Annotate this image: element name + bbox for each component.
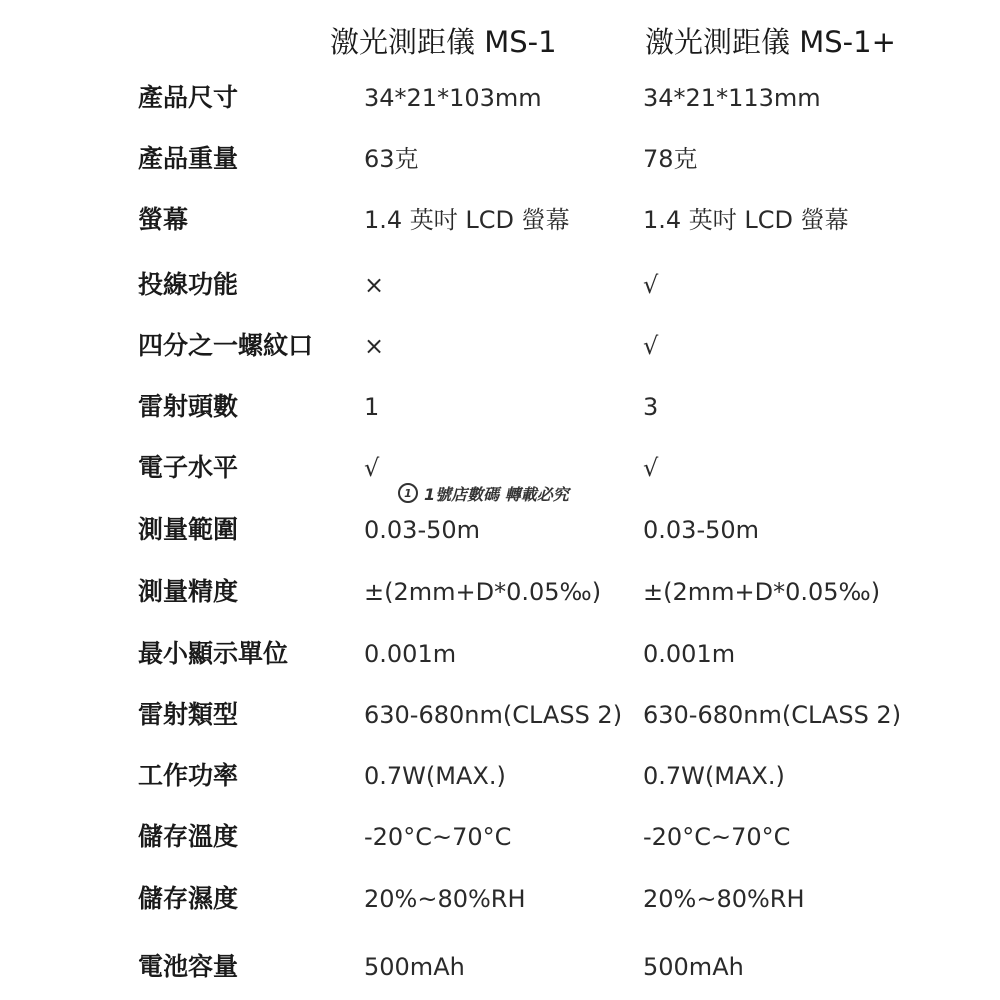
row-label: 電池容量	[138, 952, 239, 981]
row-label: 四分之一螺紋口	[138, 331, 314, 360]
row-value-ms1: √	[364, 454, 380, 482]
row-value-ms1-plus: √	[643, 454, 659, 482]
table-row	[0, 508, 1000, 552]
row-value-ms1: ×	[364, 271, 385, 299]
table-row	[0, 263, 1000, 307]
row-label: 儲存濕度	[138, 884, 239, 913]
row-value-ms1-plus: √	[643, 332, 659, 360]
row-value-ms1: 630-680nm(CLASS 2)	[364, 701, 623, 729]
row-value-ms1-plus: 630-680nm(CLASS 2)	[643, 701, 902, 729]
row-label: 投線功能	[138, 270, 239, 299]
table-row	[0, 632, 1000, 676]
table-row	[0, 815, 1000, 859]
watermark	[398, 480, 569, 506]
header-model-ms1: 激光測距儀 MS-1	[330, 25, 557, 59]
row-value-ms1: 0.001m	[364, 640, 457, 668]
row-value-ms1-plus: 0.03-50m	[643, 516, 760, 544]
table-row	[0, 754, 1000, 798]
row-label: 最小顯示單位	[138, 639, 289, 668]
row-label: 工作功率	[138, 761, 239, 790]
row-label: 測量精度	[138, 577, 239, 606]
row-value-ms1-plus: 500mAh	[643, 953, 744, 981]
row-value-ms1: 34*21*103mm	[364, 84, 542, 112]
row-label: 雷射頭數	[138, 392, 239, 421]
row-value-ms1-plus: 0.001m	[643, 640, 736, 668]
table-row	[0, 693, 1000, 737]
row-value-ms1: 20%~80%RH	[364, 885, 526, 913]
row-value-ms1-plus: ±(2mm+D*0.05‰)	[643, 578, 881, 606]
row-value-ms1-plus: 20%~80%RH	[643, 885, 805, 913]
row-value-ms1: 0.7W(MAX.)	[364, 762, 506, 790]
header-model-ms1-plus: 激光測距儀 MS-1+	[645, 25, 896, 59]
row-value-ms1: ±(2mm+D*0.05‰)	[364, 578, 602, 606]
row-label: 儲存溫度	[138, 822, 239, 851]
table-row	[0, 385, 1000, 429]
row-label: 雷射類型	[138, 700, 239, 729]
row-value-ms1: 63克	[364, 145, 419, 173]
row-value-ms1: 1	[364, 393, 380, 421]
table-row	[0, 877, 1000, 921]
table-row	[0, 945, 1000, 989]
row-value-ms1-plus: 1.4 英吋 LCD 螢幕	[643, 206, 849, 234]
watermark-text: 1號店數碼 轉載必究	[424, 484, 569, 504]
table-row	[0, 76, 1000, 120]
row-value-ms1: ×	[364, 332, 385, 360]
row-label: 螢幕	[138, 205, 189, 234]
row-value-ms1-plus: √	[643, 271, 659, 299]
table-row	[0, 324, 1000, 368]
row-label: 電子水平	[138, 453, 239, 482]
row-value-ms1: 500mAh	[364, 953, 465, 981]
table-row	[0, 137, 1000, 181]
row-value-ms1-plus: 78克	[643, 145, 698, 173]
store-logo-icon: 1	[398, 483, 418, 503]
row-value-ms1-plus: 0.7W(MAX.)	[643, 762, 785, 790]
row-value-ms1-plus: -20°C~70°C	[643, 823, 791, 851]
row-value-ms1: -20°C~70°C	[364, 823, 512, 851]
row-label: 測量範圍	[138, 515, 239, 544]
row-label: 產品尺寸	[138, 83, 239, 112]
row-value-ms1: 1.4 英吋 LCD 螢幕	[364, 206, 570, 234]
row-label: 產品重量	[138, 144, 239, 173]
row-value-ms1-plus: 34*21*113mm	[643, 84, 821, 112]
row-value-ms1: 0.03-50m	[364, 516, 481, 544]
table-row	[0, 570, 1000, 614]
table-row	[0, 198, 1000, 242]
row-value-ms1-plus: 3	[643, 393, 659, 421]
